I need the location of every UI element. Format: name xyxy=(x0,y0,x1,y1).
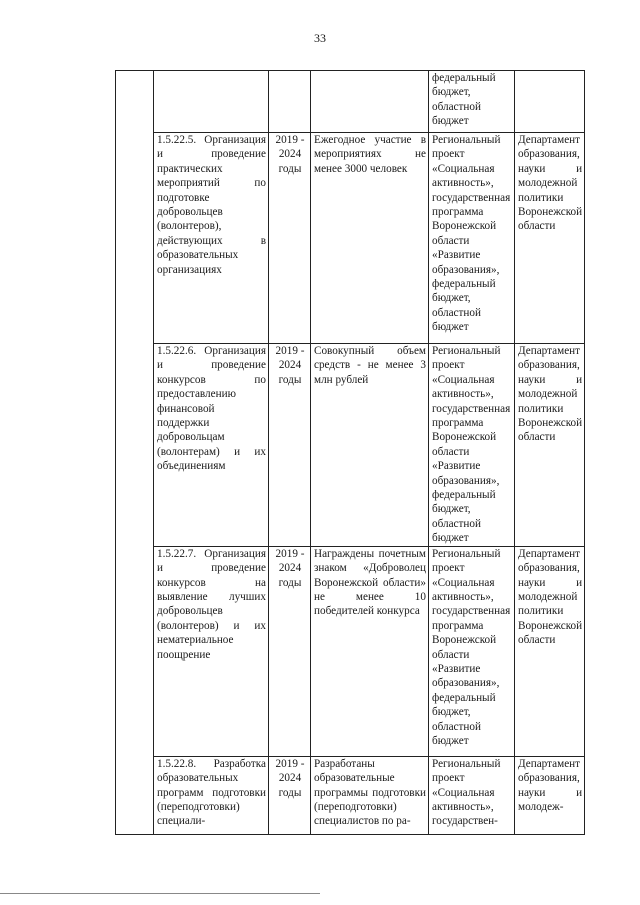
plan-table xyxy=(115,70,585,835)
funding-source-cell: Региональный проект «Социальная активность», государственная программа Воронежской области «Развитие образования», федеральный бюджет, областной бюджет xyxy=(429,344,515,547)
executor-cell: Департамент образования, науки и молодежной политики Воронежской области xyxy=(515,546,585,756)
period-cell: 2019 - 2024 годы xyxy=(269,133,311,344)
executor-cell: Департамент образования, науки и молодежной политики Воронежской области xyxy=(515,344,585,547)
funding-source-cell: Региональный проект «Социальная активность», государственная программа Воронежской области «Развитие образования», федеральный бюджет, областной бюджет xyxy=(429,546,515,756)
table-row xyxy=(116,133,585,344)
period-cell: 2019 - 2024 годы xyxy=(269,546,311,756)
item-cell: 1.5.22.5. Организация и проведение практических мероприятий по подготовке добровольцев (волонтеров), действующих в образовательных организациях xyxy=(154,133,269,344)
item-cell: 1.5.22.6. Организация и проведение конкурсов по предоставлению финансовой поддержки добровольцам (волонтерам) и их объединениям xyxy=(154,344,269,547)
footer-divider xyxy=(0,893,320,894)
result-cell: Ежегодное участие в мероприятиях не менее 3000 человек xyxy=(311,133,429,344)
page-number: 33 xyxy=(314,31,326,45)
funding-source-cell: Региональный проект «Социальная активность», государствен- xyxy=(429,756,515,834)
item-cell: 1.5.22.8. Разработка образовательных программ подготовки (переподготовки) специали- xyxy=(154,756,269,834)
item-cell: 1.5.22.7. Организация и проведение конкурсов на выявление лучших добровольцев (волонтеров) и их нематериальное поощрение xyxy=(154,546,269,756)
executor-cell xyxy=(515,71,585,133)
result-cell: Совокупный объем средств - не менее 3 млн рублей xyxy=(311,344,429,547)
period-cell: 2019 - 2024 годы xyxy=(269,344,311,547)
table-row xyxy=(116,71,585,133)
item-cell xyxy=(154,71,269,133)
period-cell: 2019 - 2024 годы xyxy=(269,756,311,834)
result-cell xyxy=(311,71,429,133)
period-cell xyxy=(269,71,311,133)
table-row xyxy=(116,546,585,756)
table-row xyxy=(116,756,585,834)
funding-source-cell: Региональный проект «Социальная активность», государственная программа Воронежской области «Развитие образования», федеральный бюджет, областной бюджет xyxy=(429,133,515,344)
result-cell: Награждены почетным знаком «Доброволец Воронежской области» не менее 10 победителей конкурса xyxy=(311,546,429,756)
section-column-cell xyxy=(116,71,154,835)
result-cell: Разработаны образовательные программы подготовки (переподготовки) специалистов по ра- xyxy=(311,756,429,834)
funding-source-cell: федеральный бюджет, областной бюджет xyxy=(429,71,515,133)
table-row xyxy=(116,344,585,547)
executor-cell: Департамент образования, науки и молодеж- xyxy=(515,756,585,834)
executor-cell: Департамент образования, науки и молодежной политики Воронежской области xyxy=(515,133,585,344)
